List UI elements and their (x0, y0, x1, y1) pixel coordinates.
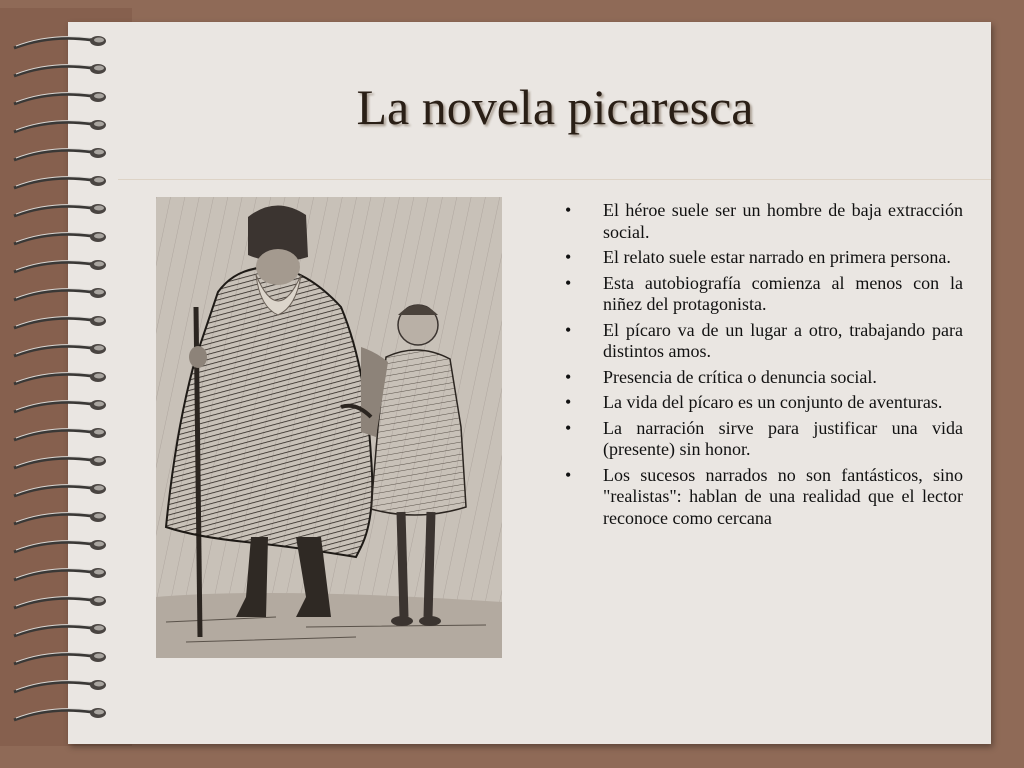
bullet-text: La narración sirve para justificar una vida (presente) sin honor. (603, 417, 963, 459)
binding-ring (14, 148, 106, 160)
binding-ring (14, 344, 106, 356)
bullet-item (560, 247, 963, 269)
binding-ring (14, 316, 106, 328)
bullet-item (560, 367, 963, 389)
beggar-and-boy-illustration (156, 197, 502, 658)
binding-ring (14, 512, 106, 524)
bullet-icon: • (565, 464, 572, 485)
bullet-text: El héroe suele ser un hombre de baja extracción social. (603, 200, 963, 242)
binding-ring (14, 652, 106, 664)
binding-ring (14, 204, 106, 216)
spiral-binding (10, 22, 120, 744)
bullet-item (560, 465, 963, 530)
bullet-text: Los sucesos narrados no son fantásticos, sino "realistas": hablan de una realidad que el lector reconoce como cercana (603, 464, 963, 528)
bullet-text: La vida del pícaro es un conjunto de aventuras. (603, 392, 943, 412)
bullet-icon: • (565, 200, 572, 220)
binding-ring (14, 428, 106, 440)
binding-ring (14, 372, 106, 384)
bullet-item (560, 273, 963, 316)
binding-ring (14, 568, 106, 580)
binding-ring (14, 64, 106, 76)
binding-ring (14, 400, 106, 412)
binding-ring (14, 288, 106, 300)
bullet-item (560, 418, 963, 461)
title-divider (118, 179, 991, 180)
bullet-icon: • (565, 417, 572, 438)
binding-ring (14, 120, 106, 132)
binding-ring (14, 484, 106, 496)
binding-ring (14, 540, 106, 552)
binding-ring (14, 232, 106, 244)
bullet-icon: • (565, 247, 572, 267)
binding-ring (14, 36, 106, 48)
binding-ring (14, 680, 106, 692)
slide-title: La novela picaresca (356, 79, 754, 135)
bullet-icon: • (565, 272, 572, 293)
bullet-text: Esta autobiografía comienza al menos con la niñez del protagonista. (603, 272, 963, 314)
binding-ring (14, 92, 106, 104)
binding-ring (14, 624, 106, 636)
bullet-list (560, 200, 963, 533)
binding-ring (14, 456, 106, 468)
bullet-text: El relato suele estar narrado en primera persona. (603, 247, 951, 267)
bullet-item (560, 200, 963, 243)
binding-ring (14, 596, 106, 608)
bullet-icon: • (565, 366, 572, 387)
bullet-item (560, 392, 963, 414)
bullet-icon: • (565, 392, 572, 412)
binding-ring (14, 708, 106, 720)
binding-ring (14, 260, 106, 272)
binding-ring (14, 176, 106, 188)
bullet-item (560, 320, 963, 363)
bullet-icon: • (565, 319, 572, 340)
bullet-text: El pícaro va de un lugar a otro, trabajando para distintos amos. (603, 319, 963, 361)
bullet-text: Presencia de crítica o denuncia social. (603, 366, 877, 387)
